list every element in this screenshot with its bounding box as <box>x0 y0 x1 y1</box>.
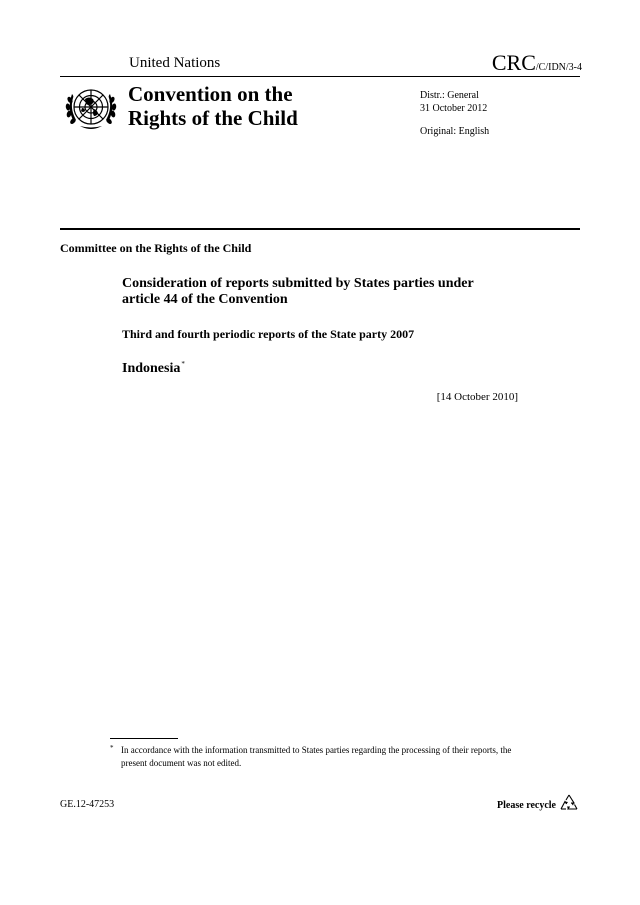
symbol-suffix: /C/IDN/3-4 <box>535 62 582 73</box>
recycle-icon <box>558 792 580 814</box>
un-emblem-icon <box>63 82 119 134</box>
title-rule <box>60 228 580 230</box>
report-heading-line2: article 44 of the Convention <box>122 292 288 307</box>
country-footnote-marker: * <box>181 360 185 368</box>
recycle-label: Please recycle <box>497 800 556 811</box>
header-rule <box>60 76 580 77</box>
distribution-block <box>420 89 489 138</box>
footnote-text: In accordance with the information transmitted to States parties regarding the processing of their reports, the present document was not edited. <box>121 745 512 768</box>
convention-title-line1: Convention on the <box>128 82 293 106</box>
country-name <box>122 361 185 377</box>
distribution-date: 31 October 2012 <box>420 103 488 114</box>
document-symbol <box>492 52 582 79</box>
footnote-rule <box>110 738 178 739</box>
report-date: [14 October 2010] <box>436 391 518 403</box>
periodic-report-title: Third and fourth periodic reports of the State party 2007 <box>122 327 415 341</box>
original-language: Original: English <box>420 126 490 137</box>
footnote <box>110 744 530 770</box>
report-heading <box>122 276 474 308</box>
committee-name: Committee on the Rights of the Child <box>60 241 252 255</box>
distribution-type: Distr.: General <box>420 90 479 101</box>
country-label: Indonesia <box>122 361 181 376</box>
footnote-marker: * <box>110 744 114 752</box>
report-heading-line1: Consideration of reports submitted by States parties under <box>122 276 474 291</box>
document-number: GE.12-47253 <box>60 799 115 810</box>
symbol-main: CRC <box>491 50 536 75</box>
convention-title <box>128 82 298 130</box>
organization-name: United Nations <box>129 55 221 71</box>
convention-title-line2: Rights of the Child <box>128 106 298 130</box>
